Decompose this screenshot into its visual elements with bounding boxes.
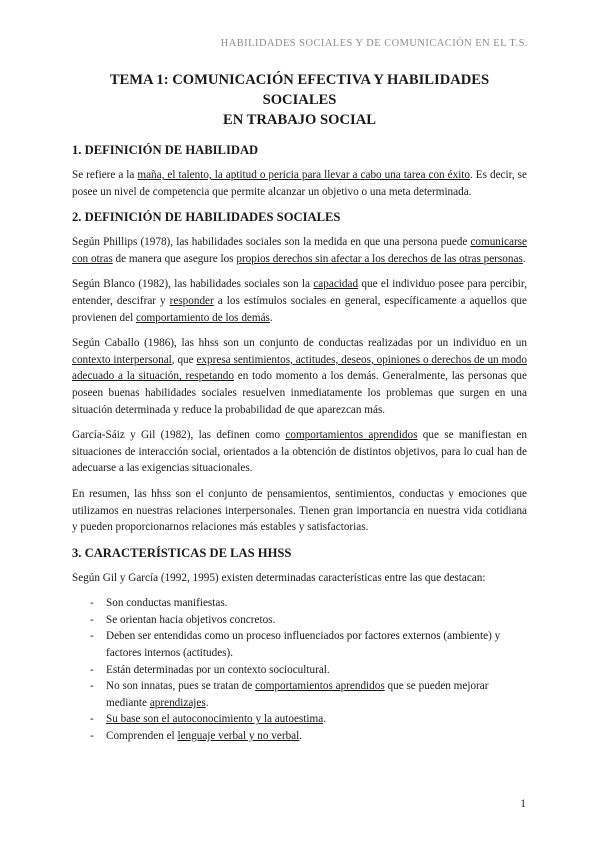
page-number: 1: [520, 798, 526, 810]
section-3-intro: Según Gil y García (1992, 1995) existen determinadas características entre las que destacan:: [72, 571, 486, 584]
running-header: HABILIDADES SOCIALES Y DE COMUNICACIÓN EN EL T.S.: [220, 38, 528, 49]
title-line-2: EN TRABAJO SOCIAL: [223, 112, 376, 128]
garcia-saiz-paragraph: García-Sáiz y Gil (1982), las definen como comportamientos aprendidos que se manifiestan en situaciones de interacción social, orientados a la obtención de distintos objetivos, para lo cual han de adecuarse a las exigencias situacionales.: [72, 429, 527, 475]
underlined-text: propios derechos sin afectar a los derechos de las otras personas: [236, 252, 523, 265]
section-1-paragraph: Se refiere a la maña, el talento, la aptitud o pericia para llevar a cabo una tarea con éxito. Es decir, se posee un nivel de competencia que permite alcanzar un objetivo o una meta determinada.: [72, 169, 528, 198]
list-item: - Comprenden el lenguaje verbal y no verbal.: [90, 730, 303, 743]
underlined-text: comportamientos aprendidos: [255, 680, 385, 693]
underlined-text: maña, el talento, la aptitud o pericia para llevar a cabo una tarea con éxito: [137, 169, 471, 181]
page-content: [72, 70, 527, 745]
list-item: - Deben ser entendidas como un proceso influenciados por factores externos (ambiente) y factores internos (actitudes).: [90, 630, 501, 660]
list-item: - No son innatas, pues se tratan de comportamientos aprendidos que se pueden mejorar mediante aprendizajes.: [90, 680, 489, 709]
blanco-paragraph: Según Blanco (1982), las habilidades sociales son la capacidad que el individuo posee para percibir, entender, descifrar y responder a los estímulos sociales en general, específicamente a aquellos que provienen del comportamiento de los demás.: [72, 278, 527, 324]
title-line-1: TEMA 1: COMUNICACIÓN EFECTIVA Y HABILIDADES SOCIALES: [109, 72, 490, 108]
underlined-text: comportamientos aprendidos: [285, 429, 418, 442]
underlined-text: expresa sentimientos, actitudes, deseos, opiniones o derechos de un modo adecuado a la situación, respetando: [72, 353, 527, 383]
underlined-text: comunicarse con otras: [72, 236, 527, 265]
underlined-text: Su base son el autoconocimiento y la autoestima: [106, 713, 324, 726]
section-1-heading: 1. DEFINICIÓN DE HABILIDAD: [72, 143, 259, 157]
caballo-paragraph: Según Caballo (1986), las hhss son un conjunto de conductas realizadas por un individuo en un contexto interpersonal, que expresa sentimientos, actitudes, deseos, opiniones o derechos de un modo adecuado a la situación, respetando en todo momento a los demás. Generalmente, las personas que poseen buenas habilidades sociales resuelven inmediatamente los problemas que surgen en una situación determinada y reduce la probabilidad de que aparezcan más.: [72, 337, 527, 416]
underlined-text: contexto interpersonal: [72, 353, 172, 366]
section-3-heading: 3. CARACTERÍSTICAS DE LAS HHSS: [72, 545, 292, 560]
document-title: [72, 70, 527, 130]
underlined-text: aprendizajes: [149, 696, 206, 709]
list-item: - Están determinadas por un contexto sociocultural.: [90, 663, 330, 676]
list-item: - Su base son el autoconocimiento y la autoestima.: [90, 713, 326, 726]
underlined-text: capacidad: [313, 278, 359, 291]
list-item: - Se orientan hacia objetivos concretos.: [90, 613, 276, 626]
characteristics-list: [72, 595, 527, 744]
underlined-text: comportamiento de los demás: [136, 311, 270, 324]
section-2-heading: 2. DEFINICIÓN DE HABILIDADES SOCIALES: [72, 210, 341, 225]
summary-paragraph: En resumen, las hhss son el conjunto de pensamientos, sentimientos, conductas y emociones que utilizamos en nuestras relaciones interpersonales. Tienen gran importancia en nuestra vida cotidiana y pueden proporcionarnos relaciones más estables y satisfactorias.: [72, 487, 527, 534]
list-item: - Son conductas manifiestas.: [90, 597, 228, 610]
phillips-paragraph: Según Phillips (1978), las habilidades sociales son la medida en que una persona puede comunicarse con otras de manera que asegure los propios derechos sin afectar a los derechos de las otras personas.: [72, 236, 527, 265]
underlined-text: lenguaje verbal y no verbal: [177, 730, 300, 743]
underlined-text: responder: [169, 294, 214, 307]
